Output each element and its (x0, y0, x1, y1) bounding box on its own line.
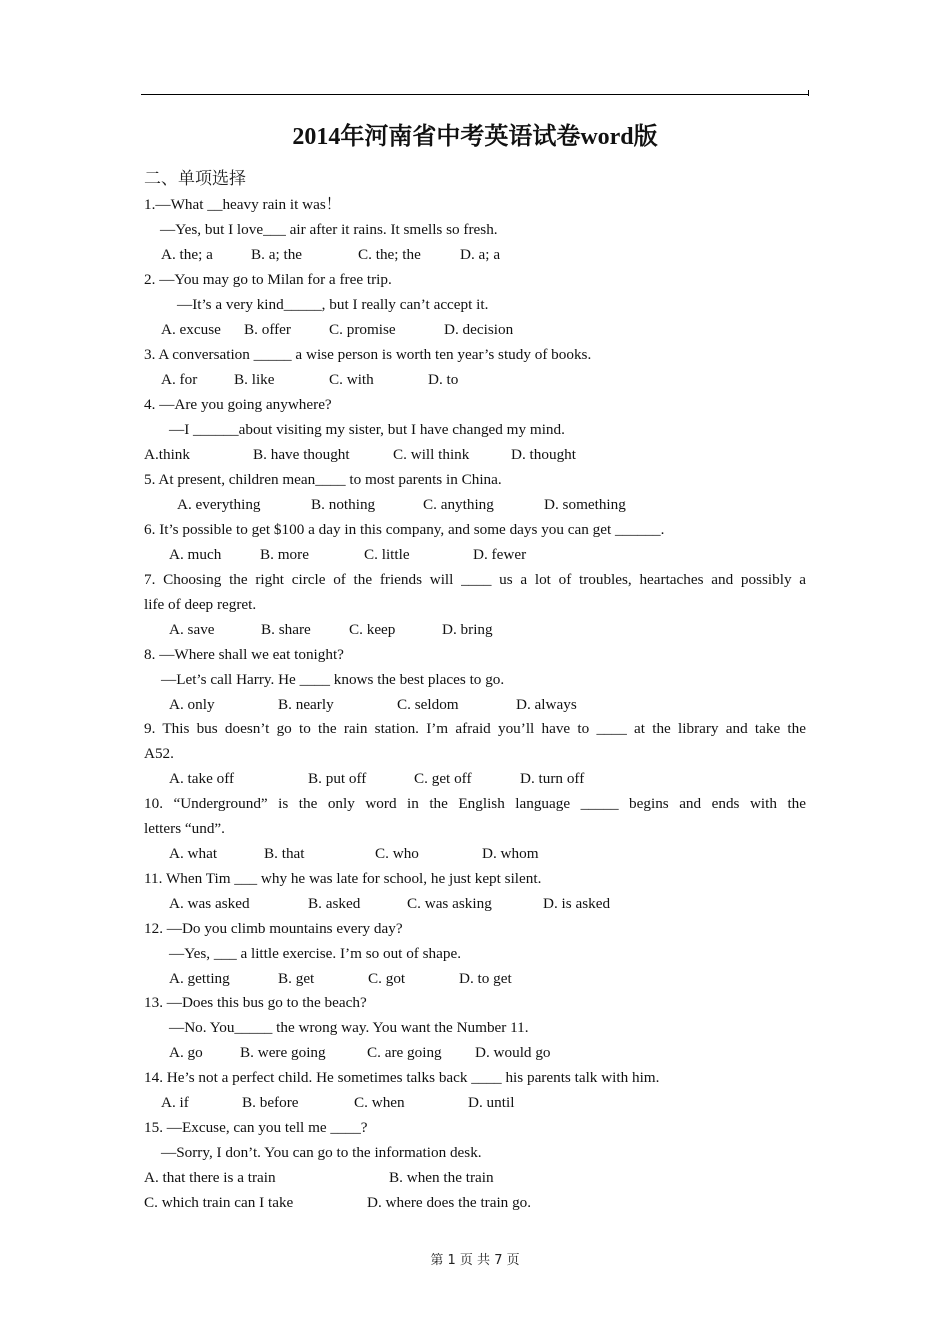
question-12-line2: —Yes, ___ a little exercise. I’m so out of shape. (169, 945, 462, 962)
question-8-line2: —Let’s call Harry. He ____ knows the best places to go. (161, 671, 505, 688)
question-7-option-a: A. save (169, 621, 215, 638)
question-1-stem: 1.—What __heavy rain it was！ (144, 196, 341, 213)
section-heading: 二、单项选择 (144, 169, 246, 189)
question-3-option-b: B. like (234, 371, 275, 388)
question-6-option-b: B. more (260, 546, 309, 563)
question-5-option-c: C. anything (423, 496, 494, 513)
question-4-option-b: B. have thought (253, 446, 350, 463)
question-11-option-c: C. was asking (407, 895, 492, 912)
question-5-stem: 5. At present, children mean____ to most parents in China. (144, 471, 502, 488)
question-9-line2: A52. (144, 745, 174, 762)
question-13-option-a: A. go (169, 1044, 203, 1061)
question-2-option-d: D. decision (444, 321, 514, 338)
question-2-option-c: C. promise (329, 321, 396, 338)
page-footer: 第 1 页 共 7 页 (430, 1253, 520, 1268)
question-6-option-c: C. little (364, 546, 410, 563)
question-13-option-c: C. are going (367, 1044, 442, 1061)
question-5-option-a: A. everything (177, 496, 261, 513)
question-5-option-d: D. something (544, 496, 626, 513)
question-15-option-d: D. where does the train go. (367, 1194, 532, 1211)
question-2-option-b: B. offer (244, 321, 291, 338)
question-9-stem: 9. This bus doesn’t go to the rain station. I’m afraid you’ll have to ____ at the library and take the (144, 720, 806, 737)
question-3-option-d: D. to (428, 371, 459, 388)
question-10-option-d: D. whom (482, 845, 539, 862)
question-10-stem: 10. “Underground” is the only word in the English language _____ begins and ends with the (144, 795, 806, 812)
question-3-stem: 3. A conversation _____ a wise person is worth ten year’s study of books. (144, 346, 592, 363)
question-6-stem: 6. It’s possible to get $100 a day in this company, and some days you can get ______. (144, 521, 665, 538)
question-15-option-b: B. when the train (389, 1169, 494, 1186)
question-13-stem: 13. —Does this bus go to the beach? (144, 994, 367, 1011)
question-7-stem: 7. Choosing the right circle of the friends will ____ us a lot of troubles, heartaches and possibly a (144, 571, 806, 588)
question-12-option-b: B. get (278, 970, 315, 987)
question-15-option-a: A. that there is a train (144, 1169, 276, 1186)
question-7-line2: life of deep regret. (144, 596, 257, 613)
question-9-option-c: C. get off (414, 770, 472, 787)
question-10-option-a: A. what (169, 845, 218, 862)
question-7-option-b: B. share (261, 621, 311, 638)
question-11-option-b: B. asked (308, 895, 361, 912)
question-1-line2: —Yes, but I love___ air after it rains. It smells so fresh. (160, 221, 498, 238)
question-14-stem: 14. He’s not a perfect child. He sometimes talks back ____ his parents talk with him. (144, 1069, 660, 1086)
question-9-option-d: D. turn off (520, 770, 585, 787)
question-12-option-d: D. to get (459, 970, 512, 987)
question-8-stem: 8. —Where shall we eat tonight? (144, 646, 344, 663)
question-9-option-b: B. put off (308, 770, 367, 787)
question-14-option-c: C. when (354, 1094, 405, 1111)
question-13-option-b: B. were going (240, 1044, 326, 1061)
question-13-line2: —No. You_____ the wrong way. You want the Number 11. (169, 1019, 529, 1036)
question-11-stem: 11. When Tim ___ why he was late for school, he just kept silent. (144, 870, 542, 887)
question-11-option-d: D. is asked (543, 895, 611, 912)
question-6-option-a: A. much (169, 546, 222, 563)
question-2-option-a: A. excuse (161, 321, 221, 338)
page-title: 2014年河南省中考英语试卷word版 (292, 124, 658, 150)
question-9-option-a: A. take off (169, 770, 235, 787)
question-3-option-c: C. with (329, 371, 374, 388)
question-4-option-a: A.think (144, 446, 190, 463)
question-7-option-d: D. bring (442, 621, 493, 638)
question-8-option-b: B. nearly (278, 696, 334, 713)
question-7-option-c: C. keep (349, 621, 396, 638)
question-5-option-b: B. nothing (311, 496, 376, 513)
question-2-stem: 2. —You may go to Milan for a free trip. (144, 271, 392, 288)
question-12-stem: 12. —Do you climb mountains every day? (144, 920, 403, 937)
question-11-option-a: A. was asked (169, 895, 250, 912)
question-12-option-c: C. got (368, 970, 406, 987)
question-1-option-d: D. a; a (460, 246, 501, 263)
question-4-option-c: C. will think (393, 446, 470, 463)
header-rule (141, 94, 809, 95)
question-3-option-a: A. for (161, 371, 198, 388)
question-8-option-d: D. always (516, 696, 577, 713)
question-14-option-a: A. if (161, 1094, 189, 1111)
question-4-line2: —I ______about visiting my sister, but I have changed my mind. (169, 421, 565, 438)
header-rule-tick (808, 90, 809, 96)
question-1-option-c: C. the; the (358, 246, 421, 263)
question-14-option-d: D. until (468, 1094, 515, 1111)
question-1-option-b: B. a; the (251, 246, 303, 263)
question-12-option-a: A. getting (169, 970, 230, 987)
question-2-line2: —It’s a very kind_____, but I really can’t accept it. (177, 296, 489, 313)
question-15-stem: 15. —Excuse, can you tell me ____? (144, 1119, 368, 1136)
question-8-option-c: C. seldom (397, 696, 459, 713)
question-14-option-b: B. before (242, 1094, 299, 1111)
question-6-option-d: D. fewer (473, 546, 527, 563)
question-8-option-a: A. only (169, 696, 215, 713)
question-10-option-c: C. who (375, 845, 419, 862)
question-4-option-d: D. thought (511, 446, 576, 463)
question-10-line2: letters “und”. (144, 820, 225, 837)
question-10-option-b: B. that (264, 845, 305, 862)
question-4-stem: 4. —Are you going anywhere? (144, 396, 332, 413)
question-1-option-a: A. the; a (161, 246, 213, 263)
question-15-option-c: C. which train can I take (144, 1194, 294, 1211)
question-15-line2: —Sorry, I don’t. You can go to the information desk. (161, 1144, 482, 1161)
question-13-option-d: D. would go (475, 1044, 551, 1061)
